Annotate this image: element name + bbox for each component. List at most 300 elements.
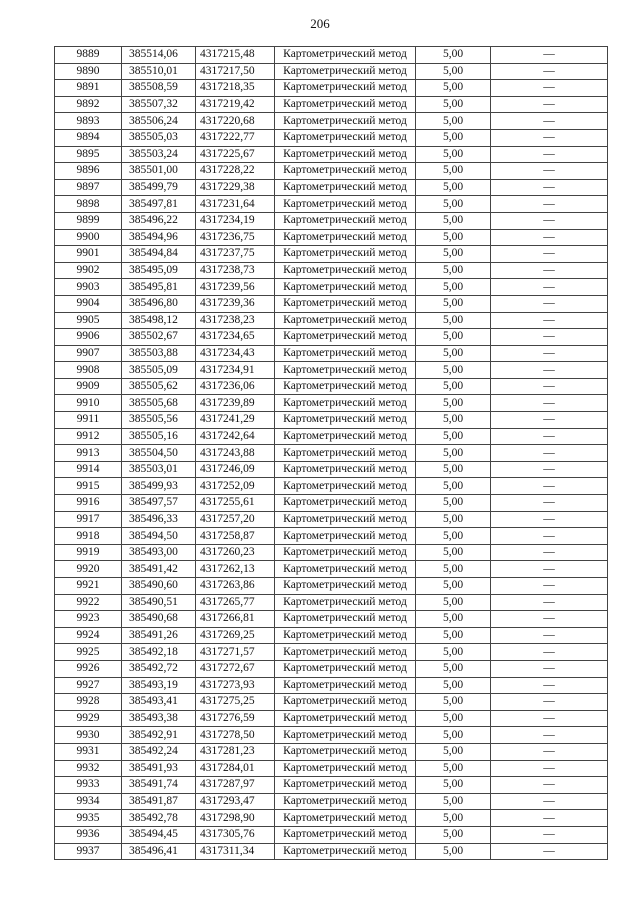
accuracy-cell: 5,00 <box>416 146 491 163</box>
description-cell: — <box>491 478 608 495</box>
point-number-cell: 9933 <box>55 777 122 794</box>
y-coordinate-cell: 4317220,68 <box>196 113 275 130</box>
method-cell: Картометрический метод <box>275 478 416 495</box>
accuracy-cell: 5,00 <box>416 262 491 279</box>
description-cell: — <box>491 179 608 196</box>
method-cell: Картометрический метод <box>275 362 416 379</box>
description-cell: — <box>491 495 608 512</box>
description-cell: — <box>491 362 608 379</box>
point-number-cell: 9894 <box>55 129 122 146</box>
y-coordinate-cell: 4317234,19 <box>196 212 275 229</box>
y-coordinate-cell: 4317281,23 <box>196 743 275 760</box>
accuracy-cell: 5,00 <box>416 627 491 644</box>
y-coordinate-cell: 4317225,67 <box>196 146 275 163</box>
table-row <box>55 710 608 727</box>
description-cell: — <box>491 163 608 180</box>
accuracy-cell: 5,00 <box>416 329 491 346</box>
description-cell: — <box>491 727 608 744</box>
table-row <box>55 644 608 661</box>
table-row <box>55 777 608 794</box>
accuracy-cell: 5,00 <box>416 611 491 628</box>
description-cell: — <box>491 777 608 794</box>
point-number-cell: 9897 <box>55 179 122 196</box>
description-cell: — <box>491 793 608 810</box>
method-cell: Картометрический метод <box>275 495 416 512</box>
description-cell: — <box>491 262 608 279</box>
description-cell: — <box>491 47 608 64</box>
description-cell: — <box>491 329 608 346</box>
method-cell: Картометрический метод <box>275 146 416 163</box>
table-row <box>55 660 608 677</box>
point-number-cell: 9906 <box>55 329 122 346</box>
description-cell: — <box>491 196 608 213</box>
y-coordinate-cell: 4317243,88 <box>196 445 275 462</box>
method-cell: Картометрический метод <box>275 544 416 561</box>
point-number-cell: 9920 <box>55 561 122 578</box>
y-coordinate-cell: 4317239,56 <box>196 279 275 296</box>
description-cell: — <box>491 611 608 628</box>
x-coordinate-cell: 385492,24 <box>122 743 196 760</box>
x-coordinate-cell: 385491,42 <box>122 561 196 578</box>
x-coordinate-cell: 385504,50 <box>122 445 196 462</box>
description-cell: — <box>491 279 608 296</box>
x-coordinate-cell: 385495,81 <box>122 279 196 296</box>
description-cell: — <box>491 461 608 478</box>
table-row <box>55 246 608 263</box>
y-coordinate-cell: 4317262,13 <box>196 561 275 578</box>
point-number-cell: 9912 <box>55 428 122 445</box>
method-cell: Картометрический метод <box>275 461 416 478</box>
table-row <box>55 329 608 346</box>
description-cell: — <box>491 295 608 312</box>
point-number-cell: 9904 <box>55 295 122 312</box>
x-coordinate-cell: 385503,01 <box>122 461 196 478</box>
y-coordinate-cell: 4317269,25 <box>196 627 275 644</box>
point-number-cell: 9905 <box>55 312 122 329</box>
y-coordinate-cell: 4317272,67 <box>196 660 275 677</box>
x-coordinate-cell: 385491,74 <box>122 777 196 794</box>
table-row <box>55 279 608 296</box>
x-coordinate-cell: 385492,91 <box>122 727 196 744</box>
method-cell: Картометрический метод <box>275 47 416 64</box>
table-row <box>55 594 608 611</box>
table-row <box>55 345 608 362</box>
table-row <box>55 96 608 113</box>
accuracy-cell: 5,00 <box>416 312 491 329</box>
point-number-cell: 9891 <box>55 80 122 97</box>
x-coordinate-cell: 385493,00 <box>122 544 196 561</box>
table-row <box>55 544 608 561</box>
description-cell: — <box>491 826 608 843</box>
method-cell: Картометрический метод <box>275 777 416 794</box>
accuracy-cell: 5,00 <box>416 578 491 595</box>
point-number-cell: 9910 <box>55 395 122 412</box>
y-coordinate-cell: 4317239,36 <box>196 295 275 312</box>
y-coordinate-cell: 4317305,76 <box>196 826 275 843</box>
point-number-cell: 9922 <box>55 594 122 611</box>
y-coordinate-cell: 4317241,29 <box>196 412 275 429</box>
description-cell: — <box>491 312 608 329</box>
description-cell: — <box>491 246 608 263</box>
point-number-cell: 9900 <box>55 229 122 246</box>
y-coordinate-cell: 4317239,89 <box>196 395 275 412</box>
y-coordinate-cell: 4317255,61 <box>196 495 275 512</box>
accuracy-cell: 5,00 <box>416 96 491 113</box>
accuracy-cell: 5,00 <box>416 743 491 760</box>
table-row <box>55 793 608 810</box>
y-coordinate-cell: 4317293,47 <box>196 793 275 810</box>
accuracy-cell: 5,00 <box>416 395 491 412</box>
x-coordinate-cell: 385495,09 <box>122 262 196 279</box>
x-coordinate-cell: 385493,41 <box>122 694 196 711</box>
y-coordinate-cell: 4317276,59 <box>196 710 275 727</box>
method-cell: Картометрический метод <box>275 163 416 180</box>
method-cell: Картометрический метод <box>275 196 416 213</box>
description-cell: — <box>491 528 608 545</box>
description-cell: — <box>491 345 608 362</box>
y-coordinate-cell: 4317238,23 <box>196 312 275 329</box>
point-number-cell: 9902 <box>55 262 122 279</box>
point-number-cell: 9937 <box>55 843 122 860</box>
point-number-cell: 9916 <box>55 495 122 512</box>
description-cell: — <box>491 677 608 694</box>
description-cell: — <box>491 378 608 395</box>
table-row <box>55 63 608 80</box>
table-row <box>55 378 608 395</box>
description-cell: — <box>491 80 608 97</box>
table-row <box>55 743 608 760</box>
point-number-cell: 9890 <box>55 63 122 80</box>
table-row <box>55 495 608 512</box>
x-coordinate-cell: 385493,38 <box>122 710 196 727</box>
accuracy-cell: 5,00 <box>416 528 491 545</box>
description-cell: — <box>491 760 608 777</box>
table-row <box>55 179 608 196</box>
accuracy-cell: 5,00 <box>416 212 491 229</box>
point-number-cell: 9907 <box>55 345 122 362</box>
description-cell: — <box>491 212 608 229</box>
point-number-cell: 9919 <box>55 544 122 561</box>
y-coordinate-cell: 4317242,64 <box>196 428 275 445</box>
y-coordinate-cell: 4317258,87 <box>196 528 275 545</box>
x-coordinate-cell: 385501,00 <box>122 163 196 180</box>
table-row <box>55 843 608 860</box>
y-coordinate-cell: 4317219,42 <box>196 96 275 113</box>
accuracy-cell: 5,00 <box>416 163 491 180</box>
accuracy-cell: 5,00 <box>416 644 491 661</box>
method-cell: Картометрический метод <box>275 793 416 810</box>
method-cell: Картометрический метод <box>275 660 416 677</box>
y-coordinate-cell: 4317265,77 <box>196 594 275 611</box>
page-number: 206 <box>310 16 330 31</box>
method-cell: Картометрический метод <box>275 262 416 279</box>
y-coordinate-cell: 4317234,43 <box>196 345 275 362</box>
x-coordinate-cell: 385505,62 <box>122 378 196 395</box>
point-number-cell: 9896 <box>55 163 122 180</box>
description-cell: — <box>491 578 608 595</box>
y-coordinate-cell: 4317217,50 <box>196 63 275 80</box>
x-coordinate-cell: 385490,68 <box>122 611 196 628</box>
x-coordinate-cell: 385496,33 <box>122 511 196 528</box>
table-row <box>55 528 608 545</box>
table-row <box>55 412 608 429</box>
point-number-cell: 9915 <box>55 478 122 495</box>
accuracy-cell: 5,00 <box>416 694 491 711</box>
y-coordinate-cell: 4317287,97 <box>196 777 275 794</box>
description-cell: — <box>491 113 608 130</box>
accuracy-cell: 5,00 <box>416 677 491 694</box>
y-coordinate-cell: 4317278,50 <box>196 727 275 744</box>
point-number-cell: 9932 <box>55 760 122 777</box>
method-cell: Картометрический метод <box>275 826 416 843</box>
x-coordinate-cell: 385502,67 <box>122 329 196 346</box>
method-cell: Картометрический метод <box>275 810 416 827</box>
coordinates-table <box>54 46 608 860</box>
accuracy-cell: 5,00 <box>416 561 491 578</box>
y-coordinate-cell: 4317311,34 <box>196 843 275 860</box>
table-row <box>55 262 608 279</box>
y-coordinate-cell: 4317237,75 <box>196 246 275 263</box>
point-number-cell: 9889 <box>55 47 122 64</box>
y-coordinate-cell: 4317266,81 <box>196 611 275 628</box>
point-number-cell: 9923 <box>55 611 122 628</box>
method-cell: Картометрический метод <box>275 80 416 97</box>
accuracy-cell: 5,00 <box>416 345 491 362</box>
x-coordinate-cell: 385505,09 <box>122 362 196 379</box>
method-cell: Картометрический метод <box>275 113 416 130</box>
table-row <box>55 428 608 445</box>
method-cell: Картометрический метод <box>275 129 416 146</box>
x-coordinate-cell: 385507,32 <box>122 96 196 113</box>
accuracy-cell: 5,00 <box>416 129 491 146</box>
x-coordinate-cell: 385506,24 <box>122 113 196 130</box>
table-row <box>55 694 608 711</box>
accuracy-cell: 5,00 <box>416 760 491 777</box>
table-row <box>55 810 608 827</box>
point-number-cell: 9917 <box>55 511 122 528</box>
point-number-cell: 9931 <box>55 743 122 760</box>
point-number-cell: 9895 <box>55 146 122 163</box>
x-coordinate-cell: 385490,60 <box>122 578 196 595</box>
y-coordinate-cell: 4317236,75 <box>196 229 275 246</box>
accuracy-cell: 5,00 <box>416 710 491 727</box>
x-coordinate-cell: 385505,03 <box>122 129 196 146</box>
accuracy-cell: 5,00 <box>416 179 491 196</box>
point-number-cell: 9930 <box>55 727 122 744</box>
accuracy-cell: 5,00 <box>416 196 491 213</box>
y-coordinate-cell: 4317215,48 <box>196 47 275 64</box>
description-cell: — <box>491 810 608 827</box>
x-coordinate-cell: 385496,80 <box>122 295 196 312</box>
accuracy-cell: 5,00 <box>416 826 491 843</box>
accuracy-cell: 5,00 <box>416 295 491 312</box>
y-coordinate-cell: 4317238,73 <box>196 262 275 279</box>
method-cell: Картометрический метод <box>275 710 416 727</box>
method-cell: Картометрический метод <box>275 578 416 595</box>
table-row <box>55 113 608 130</box>
x-coordinate-cell: 385496,41 <box>122 843 196 860</box>
table-row <box>55 362 608 379</box>
y-coordinate-cell: 4317218,35 <box>196 80 275 97</box>
x-coordinate-cell: 385494,50 <box>122 528 196 545</box>
point-number-cell: 9935 <box>55 810 122 827</box>
x-coordinate-cell: 385514,06 <box>122 47 196 64</box>
method-cell: Картометрический метод <box>275 312 416 329</box>
accuracy-cell: 5,00 <box>416 793 491 810</box>
point-number-cell: 9892 <box>55 96 122 113</box>
method-cell: Картометрический метод <box>275 644 416 661</box>
y-coordinate-cell: 4317236,06 <box>196 378 275 395</box>
x-coordinate-cell: 385493,19 <box>122 677 196 694</box>
method-cell: Картометрический метод <box>275 179 416 196</box>
description-cell: — <box>491 229 608 246</box>
method-cell: Картометрический метод <box>275 760 416 777</box>
table-row <box>55 561 608 578</box>
x-coordinate-cell: 385503,24 <box>122 146 196 163</box>
x-coordinate-cell: 385494,96 <box>122 229 196 246</box>
x-coordinate-cell: 385510,01 <box>122 63 196 80</box>
y-coordinate-cell: 4317229,38 <box>196 179 275 196</box>
accuracy-cell: 5,00 <box>416 495 491 512</box>
accuracy-cell: 5,00 <box>416 511 491 528</box>
method-cell: Картометрический метод <box>275 96 416 113</box>
accuracy-cell: 5,00 <box>416 229 491 246</box>
description-cell: — <box>491 660 608 677</box>
table-row <box>55 212 608 229</box>
x-coordinate-cell: 385499,93 <box>122 478 196 495</box>
point-number-cell: 9929 <box>55 710 122 727</box>
description-cell: — <box>491 710 608 727</box>
point-number-cell: 9911 <box>55 412 122 429</box>
x-coordinate-cell: 385505,16 <box>122 428 196 445</box>
description-cell: — <box>491 594 608 611</box>
description-cell: — <box>491 96 608 113</box>
accuracy-cell: 5,00 <box>416 378 491 395</box>
x-coordinate-cell: 385505,56 <box>122 412 196 429</box>
point-number-cell: 9903 <box>55 279 122 296</box>
table-row <box>55 478 608 495</box>
point-number-cell: 9913 <box>55 445 122 462</box>
method-cell: Картометрический метод <box>275 743 416 760</box>
accuracy-cell: 5,00 <box>416 412 491 429</box>
accuracy-cell: 5,00 <box>416 594 491 611</box>
table-row <box>55 677 608 694</box>
accuracy-cell: 5,00 <box>416 810 491 827</box>
table-row <box>55 312 608 329</box>
table-row <box>55 511 608 528</box>
table-row <box>55 196 608 213</box>
accuracy-cell: 5,00 <box>416 445 491 462</box>
method-cell: Картометрический метод <box>275 428 416 445</box>
method-cell: Картометрический метод <box>275 843 416 860</box>
method-cell: Картометрический метод <box>275 528 416 545</box>
method-cell: Картометрический метод <box>275 594 416 611</box>
x-coordinate-cell: 385497,57 <box>122 495 196 512</box>
x-coordinate-cell: 385492,18 <box>122 644 196 661</box>
description-cell: — <box>491 63 608 80</box>
point-number-cell: 9918 <box>55 528 122 545</box>
table-row <box>55 395 608 412</box>
y-coordinate-cell: 4317260,23 <box>196 544 275 561</box>
accuracy-cell: 5,00 <box>416 777 491 794</box>
point-number-cell: 9909 <box>55 378 122 395</box>
table-row <box>55 826 608 843</box>
description-cell: — <box>491 511 608 528</box>
description-cell: — <box>491 129 608 146</box>
accuracy-cell: 5,00 <box>416 47 491 64</box>
table-row <box>55 627 608 644</box>
description-cell: — <box>491 644 608 661</box>
x-coordinate-cell: 385498,12 <box>122 312 196 329</box>
point-number-cell: 9926 <box>55 660 122 677</box>
method-cell: Картометрический метод <box>275 395 416 412</box>
x-coordinate-cell: 385494,45 <box>122 826 196 843</box>
table-row <box>55 295 608 312</box>
y-coordinate-cell: 4317284,01 <box>196 760 275 777</box>
point-number-cell: 9893 <box>55 113 122 130</box>
accuracy-cell: 5,00 <box>416 80 491 97</box>
method-cell: Картометрический метод <box>275 212 416 229</box>
table-row <box>55 47 608 64</box>
accuracy-cell: 5,00 <box>416 113 491 130</box>
y-coordinate-cell: 4317234,91 <box>196 362 275 379</box>
x-coordinate-cell: 385503,88 <box>122 345 196 362</box>
table-row <box>55 146 608 163</box>
y-coordinate-cell: 4317222,77 <box>196 129 275 146</box>
description-cell: — <box>491 428 608 445</box>
x-coordinate-cell: 385491,87 <box>122 793 196 810</box>
method-cell: Картометрический метод <box>275 279 416 296</box>
table-row <box>55 229 608 246</box>
x-coordinate-cell: 385492,72 <box>122 660 196 677</box>
x-coordinate-cell: 385497,81 <box>122 196 196 213</box>
x-coordinate-cell: 385490,51 <box>122 594 196 611</box>
method-cell: Картометрический метод <box>275 412 416 429</box>
description-cell: — <box>491 561 608 578</box>
description-cell: — <box>491 445 608 462</box>
y-coordinate-cell: 4317271,57 <box>196 644 275 661</box>
method-cell: Картометрический метод <box>275 677 416 694</box>
accuracy-cell: 5,00 <box>416 843 491 860</box>
coordinates-table-body <box>55 47 608 860</box>
accuracy-cell: 5,00 <box>416 362 491 379</box>
x-coordinate-cell: 385505,68 <box>122 395 196 412</box>
point-number-cell: 9914 <box>55 461 122 478</box>
table-row <box>55 129 608 146</box>
point-number-cell: 9928 <box>55 694 122 711</box>
point-number-cell: 9925 <box>55 644 122 661</box>
x-coordinate-cell: 385491,93 <box>122 760 196 777</box>
method-cell: Картометрический метод <box>275 63 416 80</box>
method-cell: Картометрический метод <box>275 611 416 628</box>
description-cell: — <box>491 694 608 711</box>
x-coordinate-cell: 385492,78 <box>122 810 196 827</box>
point-number-cell: 9921 <box>55 578 122 595</box>
x-coordinate-cell: 385499,79 <box>122 179 196 196</box>
point-number-cell: 9899 <box>55 212 122 229</box>
accuracy-cell: 5,00 <box>416 544 491 561</box>
table-row <box>55 578 608 595</box>
accuracy-cell: 5,00 <box>416 246 491 263</box>
method-cell: Картометрический метод <box>275 378 416 395</box>
description-cell: — <box>491 395 608 412</box>
y-coordinate-cell: 4317234,65 <box>196 329 275 346</box>
description-cell: — <box>491 627 608 644</box>
table-row <box>55 163 608 180</box>
table-row <box>55 445 608 462</box>
y-coordinate-cell: 4317257,20 <box>196 511 275 528</box>
method-cell: Картометрический метод <box>275 229 416 246</box>
